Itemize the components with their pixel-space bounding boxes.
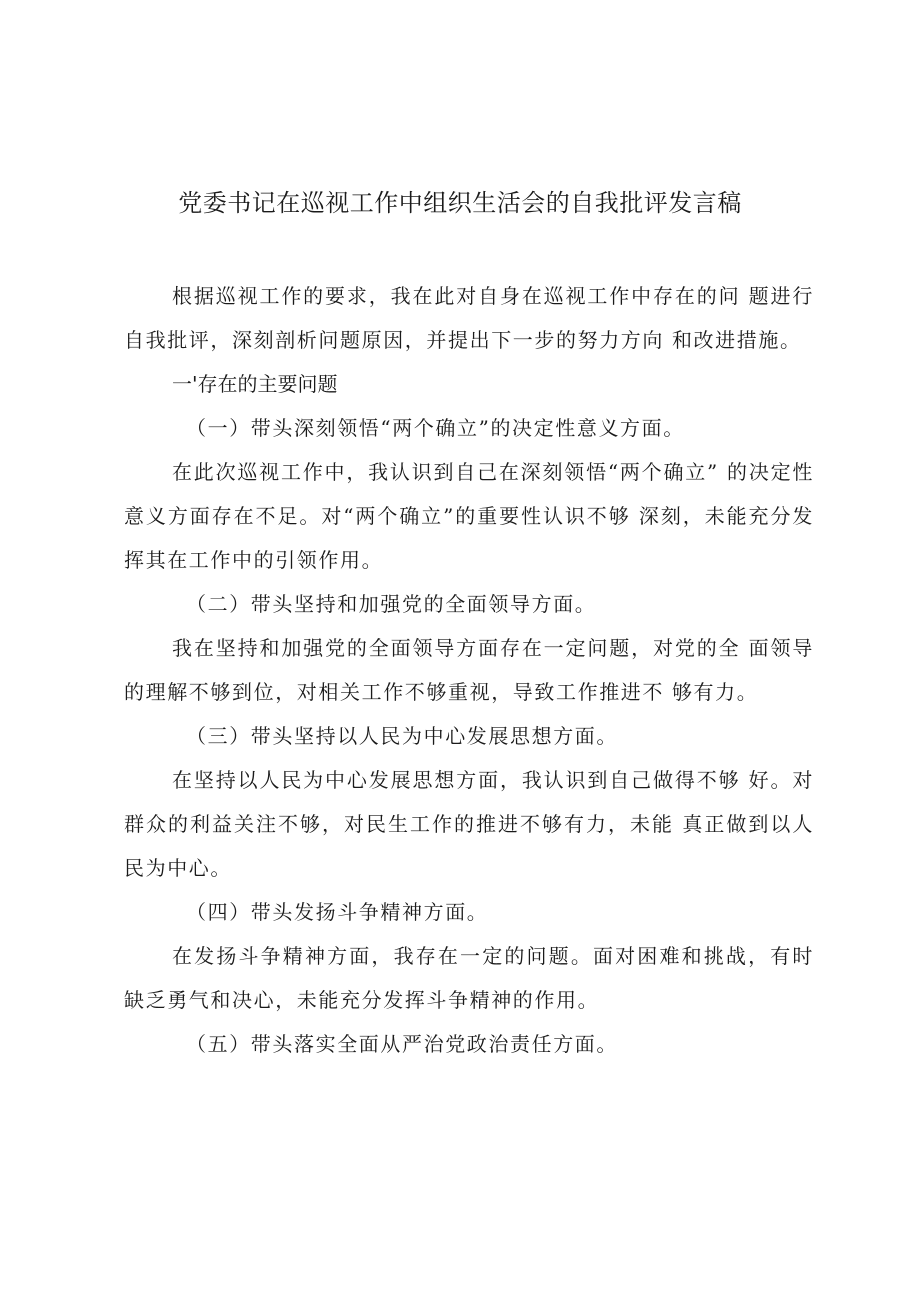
- item-heading-5: （五）带头落实全面从严治党政治责任方面。: [186, 1032, 618, 1056]
- item-heading-4: （四）带头发扬斗争精神方面。: [186, 900, 489, 924]
- intro-paragraph: 根据巡视工作的要求，我在此对自身在巡视工作中存在的问 题进行自我批评，深刻剖析问题原因，并提出下一步的努力方向 和改进措施。: [124, 284, 814, 352]
- item-paragraph-1: 在此次巡视工作中，我认识到自己在深刻领悟“两个确立” 的决定性意义方面存在不足。对“两个确立”的重要性认识不够 深刻，未能充分发挥其在工作中的引领作用。: [124, 460, 814, 572]
- item-heading-2: （二）带头坚持和加强党的全面领导方面。: [186, 592, 597, 616]
- item-paragraph-3: 在坚持以人民为中心发展思想方面，我认识到自己做得不够 好。对群众的利益关注不够，对民生工作的推进不够有力，未能 真正做到以人民为中心。: [124, 768, 814, 880]
- document-body: [124, 274, 814, 1066]
- item-heading-3: （三）带头坚持以人民为中心发展思想方面。: [186, 724, 618, 748]
- document-title: 党委书记在巡视工作中组织生活会的自我批评发言稿: [178, 189, 742, 217]
- item-paragraph-4: 在发扬斗争精神方面，我存在一定的问题。面对困难和挑战，有时缺乏勇气和决心，未能充分发挥斗争精神的作用。: [124, 944, 814, 1012]
- item-paragraph-2: 我在坚持和加强党的全面领导方面存在一定问题，对党的全 面领导的理解不够到位，对相关工作不够重视，导致工作推进不 够有力。: [124, 636, 814, 704]
- item-heading-1: （一）带头深刻领悟“两个确立”的决定性意义方面。: [186, 416, 685, 440]
- section-heading: 一'存在的主要问题: [172, 372, 338, 396]
